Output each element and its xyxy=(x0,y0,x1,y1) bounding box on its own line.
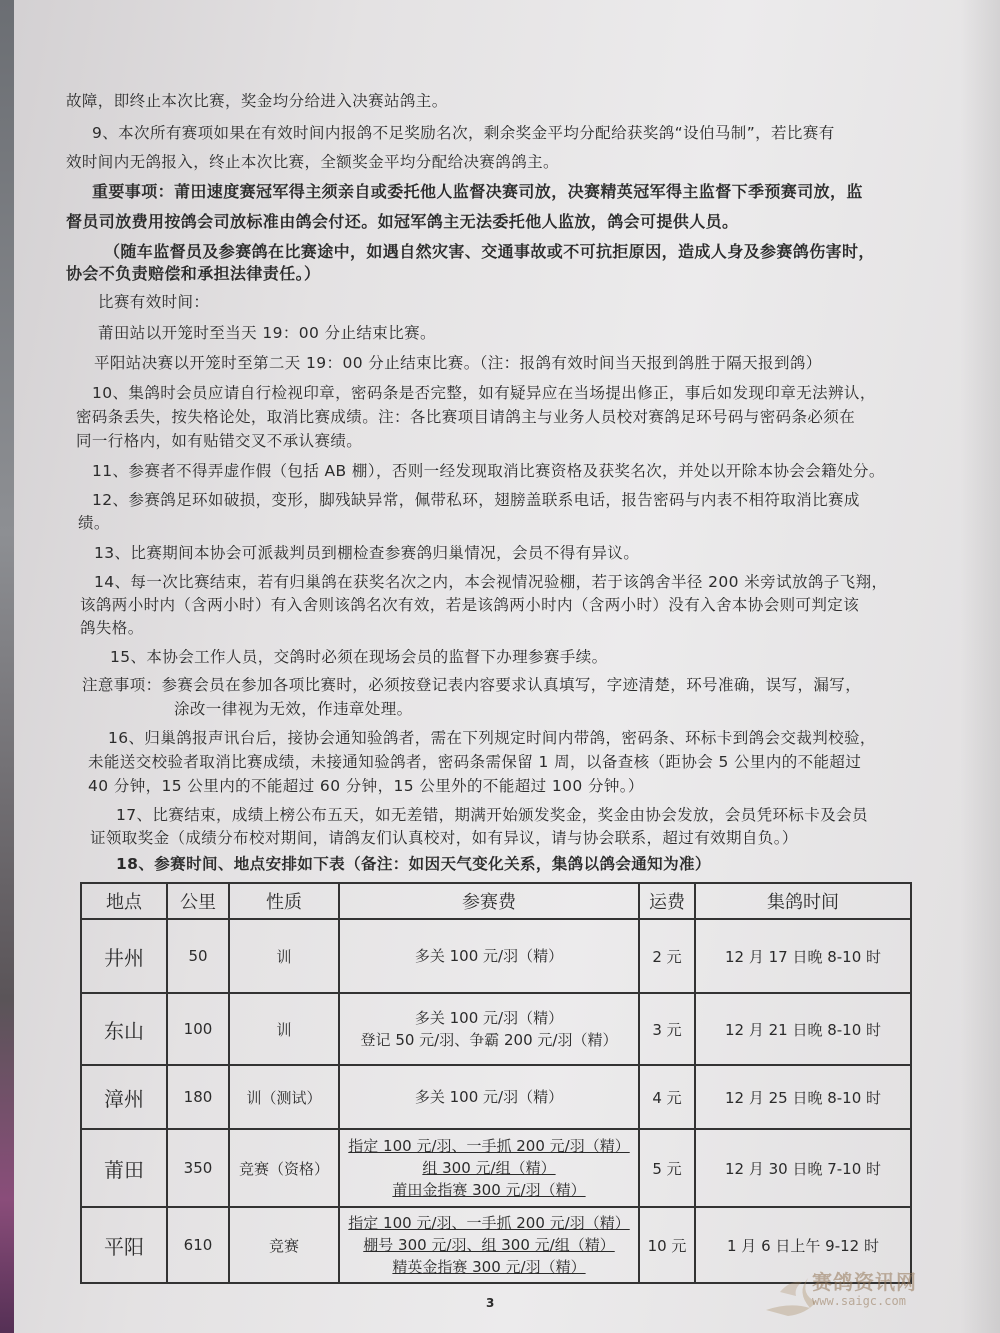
fee-line: 指定 100 元/羽、一手抓 200 元/羽（精） xyxy=(348,1214,630,1232)
paragraph-line: 14、每一次比赛结束，若有归巢鸽在获奖名次之内，本会视情况验棚，若于该鸽舍半径 200 米旁试放鸽子飞翔， xyxy=(94,573,888,591)
cell-km: 100 xyxy=(167,993,229,1065)
header-freight: 运费 xyxy=(639,883,695,919)
attention-notice: 注意事项：参赛会员在参加各项比赛时，必须按登记表内容要求认真填写，字迹清楚，环号准确，误写，漏写， xyxy=(82,676,862,694)
cell-type: 训 xyxy=(229,919,339,993)
paragraph-line: 平阳站决赛以开笼时至第二天 19：00 分止结束比赛。（注：报鸽有效时间当天报到鸽胜于隔天报到鸽） xyxy=(94,354,822,372)
paragraph-line: 故障，即终止本次比赛，奖金均分给进入决赛站鸽主。 xyxy=(66,92,448,110)
cell-fee xyxy=(339,1065,639,1129)
liability-notice-cont: 协会不负责赔偿和承担法律责任。） xyxy=(66,264,321,283)
cell-place: 东山 xyxy=(81,993,167,1065)
cell-type: 竞赛（资格） xyxy=(229,1129,339,1207)
paragraph-line: 证领取奖金（成绩分布校对期间，请鸽友们认真校对，如有异议，请与协会联系，超过有效期自负。） xyxy=(90,829,798,847)
cell-place: 漳州 xyxy=(81,1065,167,1129)
fee-line: 组 300 元/组（精） xyxy=(422,1159,556,1177)
paragraph-line: 11、参赛者不得弄虚作假（包括 AB 棚），否则一经发现取消比赛资格及获奖名次，并处以开除本协会会籍处分。 xyxy=(92,462,885,480)
table-row xyxy=(81,1065,911,1129)
fee-line: 多关 100 元/羽（精） xyxy=(414,1009,564,1027)
cell-fee xyxy=(339,993,639,1065)
cell-freight: 2 元 xyxy=(639,919,695,993)
cell-km: 610 xyxy=(167,1207,229,1283)
table-row xyxy=(81,1129,911,1207)
cell-type: 训（测试） xyxy=(229,1065,339,1129)
important-notice-cont: 督员司放费用按鸽会司放标准由鸽会付还。如冠军鸽主无法委托他人监放，鸽会可提供人员。 xyxy=(66,212,739,231)
cell-fee xyxy=(339,1129,639,1207)
cell-freight: 10 元 xyxy=(639,1207,695,1283)
fee-line: 莆田金指赛 300 元/羽（精） xyxy=(392,1181,586,1199)
paragraph-line: 该鸽两小时内（含两小时）有入舍则该鸽名次有效，若是该鸽两小时内（含两小时）没有入舍本协会则可判定该 xyxy=(80,596,860,614)
header-km: 公里 xyxy=(167,883,229,919)
paragraph-line: 9、本次所有赛项如果在有效时间内报鸽不足奖励名次，剩余奖金平均分配给获奖鸽“设伯马制”，若比赛有 xyxy=(92,124,835,142)
paragraph-line: 15、本协会工作人员，交鸽时必须在现场会员的监督下办理参赛手续。 xyxy=(110,648,608,666)
paragraph-line: 鸽失格。 xyxy=(80,619,144,637)
schedule-table xyxy=(80,882,912,1284)
header-place: 地点 xyxy=(81,883,167,919)
paragraph-line: 同一行格内，如有贴错交叉不承认赛绩。 xyxy=(76,432,363,450)
header-time: 集鸽时间 xyxy=(695,883,911,919)
paragraph-line: 40 分钟，15 公里内的不能超过 60 分钟，15 公里外的不能超过 100 分钟。） xyxy=(88,777,644,795)
watermark-text: 赛鸽资讯网 xyxy=(812,1270,917,1294)
paragraph-line: 绩。 xyxy=(78,514,110,532)
section-heading: 比赛有效时间： xyxy=(98,293,210,311)
table-row xyxy=(81,993,911,1065)
fee-line: 登记 50 元/羽、争霸 200 元/羽（精） xyxy=(360,1031,618,1049)
cell-time: 12 月 17 日晚 8-10 时 xyxy=(695,919,911,993)
fee-line: 指定 100 元/羽、一手抓 200 元/羽（精） xyxy=(348,1137,630,1155)
paragraph-line: 效时间内无鸽报入，终止本次比赛，全额奖金平均分配给决赛鸽鸽主。 xyxy=(66,153,559,171)
important-notice: 重要事项：莆田速度赛冠军得主须亲自或委托他人监督决赛司放，决赛精英冠军得主监督下季预赛司放，监 xyxy=(92,182,863,201)
paragraph-line: 16、归巢鸽报声讯台后，接协会通知验鸽者，需在下列规定时间内带鸽，密码条、环标卡到鸽会交裁判校验， xyxy=(108,729,876,747)
fee-line: 棚号 300 元/羽、组 300 元/组（精） xyxy=(363,1236,615,1254)
paragraph-line: 10、集鸽时会员应请自行检视印章，密码条是否完整，如有疑异应在当场提出修正，事后如发现印章无法辨认， xyxy=(92,384,876,402)
paragraph-line: 莆田站以开笼时至当天 19：00 分止结束比赛。 xyxy=(98,324,436,342)
page-edge xyxy=(0,0,14,1333)
paragraph-line: 密码条丢失，按失格论处，取消比赛成绩。注：各比赛项目请鸽主与业务人员校对赛鸽足环号码与密码条必须在 xyxy=(76,408,856,426)
paragraph-line: 17、比赛结束，成绩上榜公布五天，如无差错，期满开始颁发奖金，奖金由协会发放，会员凭环标卡及会员 xyxy=(116,806,868,824)
header-fee: 参赛费 xyxy=(339,883,639,919)
cell-type: 竞赛 xyxy=(229,1207,339,1283)
header-type: 性质 xyxy=(229,883,339,919)
cell-km: 180 xyxy=(167,1065,229,1129)
cell-time: 12 月 21 日晚 8-10 时 xyxy=(695,993,911,1065)
paragraph-line: 涂改一律视为无效，作违章处理。 xyxy=(174,700,413,718)
table-row xyxy=(81,919,911,993)
cell-place: 平阳 xyxy=(81,1207,167,1283)
cell-freight: 3 元 xyxy=(639,993,695,1065)
cell-km: 350 xyxy=(167,1129,229,1207)
cell-time: 12 月 25 日晚 8-10 时 xyxy=(695,1065,911,1129)
cell-place: 井州 xyxy=(81,919,167,993)
cell-time: 12 月 30 日晚 7-10 时 xyxy=(695,1129,911,1207)
watermark-url: www.saigc.com xyxy=(812,1294,906,1308)
cell-fee xyxy=(339,1207,639,1283)
fee-line: 多关 100 元/羽（精） xyxy=(414,1088,564,1106)
fee-line: 多关 100 元/羽（精） xyxy=(414,947,564,965)
paragraph-line: 13、比赛期间本协会可派裁判员到棚检查参赛鸽归巢情况，会员不得有异议。 xyxy=(94,544,640,562)
table-header-row xyxy=(81,883,911,919)
paragraph-line: 12、参赛鸽足环如破损，变形，脚残缺异常，佩带私环，翅膀盖联系电话，报告密码与内表不相符取消比赛成 xyxy=(92,491,860,509)
cell-type: 训 xyxy=(229,993,339,1065)
table-caption: 18、参赛时间、地点安排如下表（备注：如因天气变化关系，集鸽以鸽会通知为准） xyxy=(116,855,711,873)
liability-notice: （随车监督员及参赛鸽在比赛途中，如遇自然灾害、交通事故或不可抗拒原因，造成人身及参赛鸽伤害时， xyxy=(104,242,875,261)
page-number: 3 xyxy=(486,1296,495,1310)
paragraph-line: 未能送交校验者取消比赛成绩，未接通知验鸽者，密码条需保留 1 周，以备查核（距协会 5 公里内的不能超过 xyxy=(88,753,862,771)
cell-km: 50 xyxy=(167,919,229,993)
cell-time: 1 月 6 日上午 9-12 时 xyxy=(695,1207,911,1283)
cell-freight: 5 元 xyxy=(639,1129,695,1207)
cell-freight: 4 元 xyxy=(639,1065,695,1129)
cell-fee xyxy=(339,919,639,993)
fee-line: 精英金指赛 300 元/羽（精） xyxy=(392,1258,586,1276)
cell-place: 莆田 xyxy=(81,1129,167,1207)
page-shadow xyxy=(960,0,1000,1333)
